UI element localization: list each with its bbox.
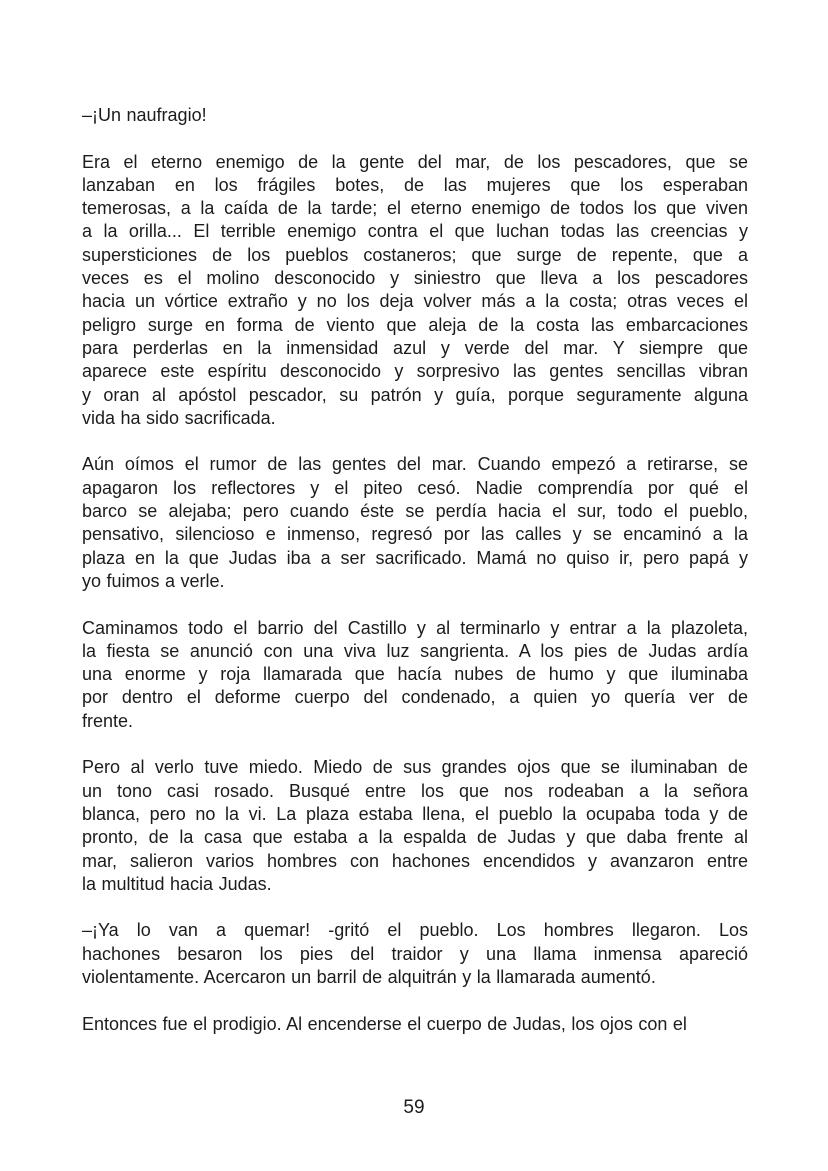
text-line: supersticiones de los pueblos costaneros; que surge de repente, que a <box>82 244 748 265</box>
text-line: una enorme y roja llamarada que hacía nubes de humo y que iluminaba <box>82 664 748 685</box>
text-line: Era el eterno enemigo de la gente del mar, de los pescadores, que se <box>82 151 748 172</box>
text-line: peligro surge en forma de viento que aleja de la costa las embarcaciones <box>82 314 748 335</box>
text-line: Pero al verlo tuve miedo. Miedo de sus grandes ojos que se iluminaban de <box>82 757 748 778</box>
text-line: pronto, de la casa que estaba a la espalda de Judas y que daba frente al <box>82 827 748 848</box>
text-line: apagaron los reflectores y el piteo cesó. Nadie comprendía por qué el <box>82 477 748 498</box>
text-line: blanca, pero no la vi. La plaza estaba llena, el pueblo la ocupaba toda y de <box>82 803 748 824</box>
text-line: frente. <box>82 710 134 731</box>
text-line: hachones besaron los pies del traidor y una llama inmensa apareció <box>82 943 748 964</box>
text-line: pensativo, silencioso e inmenso, regresó por las calles y se encaminó a la <box>82 524 748 545</box>
text-line: –¡Ya lo van a quemar! -gritó el pueblo. Los hombres llegaron. Los <box>82 920 748 941</box>
text-line: hacia un vórtice extraño y no los deja volver más a la costa; otras veces el <box>82 291 748 312</box>
text-line: yo fuimos a verle. <box>82 570 225 591</box>
text-line: por dentro el deforme cuerpo del condenado, a quien yo quería ver de <box>82 687 748 708</box>
text-line: la multitud hacia Judas. <box>82 873 272 894</box>
text-block <box>82 104 748 1036</box>
paragraph <box>82 151 748 431</box>
paragraph <box>82 453 748 593</box>
text-line: –¡Un naufragio! <box>82 105 207 125</box>
text-line: Caminamos todo el barrio del Castillo y al terminarlo y entrar a la plazoleta, <box>82 617 748 638</box>
paragraph <box>82 104 748 127</box>
text-line: a la orilla... El terrible enemigo contra el que luchan todas las creencias y <box>82 221 748 242</box>
text-line: Aún oímos el rumor de las gentes del mar. Cuando empezó a retirarse, se <box>82 454 748 475</box>
text-line: violentamente. Acercaron un barril de alquitrán y la llamarada aumentó. <box>82 966 656 987</box>
text-line: Entonces fue el prodigio. Al encenderse el cuerpo de Judas, los ojos con el <box>82 1013 687 1034</box>
text-line: lanzaban en los frágiles botes, de las mujeres que los esperaban <box>82 174 748 195</box>
text-line: para perderlas en la inmensidad azul y verde del mar. Y siempre que <box>82 337 748 358</box>
text-line: la fiesta se anunció con una viva luz sangrienta. A los pies de Judas ardía <box>82 640 748 661</box>
text-line: y oran al apóstol pescador, su patrón y guía, porque seguramente alguna <box>82 384 748 405</box>
text-line: un tono casi rosado. Busqué entre los que nos rodeaban a la señora <box>82 780 748 801</box>
paragraph <box>82 1013 748 1036</box>
text-line: temerosas, a la caída de la tarde; el eterno enemigo de todos los que viven <box>82 198 748 219</box>
text-line: veces es el molino desconocido y siniestro que lleva a los pescadores <box>82 268 748 289</box>
text-line: aparece este espíritu desconocido y sorpresivo las gentes sencillas vibran <box>82 361 748 382</box>
paragraph <box>82 756 748 896</box>
text-line: vida ha sido sacrificada. <box>82 407 276 428</box>
paragraph <box>82 617 748 733</box>
paragraph <box>82 919 748 989</box>
text-line: mar, salieron varios hombres con hachones encendidos y avanzaron entre <box>82 850 748 871</box>
page-number: 59 <box>403 1097 425 1118</box>
text-line: plaza en la que Judas iba a ser sacrificado. Mamá no quiso ir, pero papá y <box>82 547 748 568</box>
text-line: barco se alejaba; pero cuando éste se perdía hacia el sur, todo el pueblo, <box>82 501 748 522</box>
